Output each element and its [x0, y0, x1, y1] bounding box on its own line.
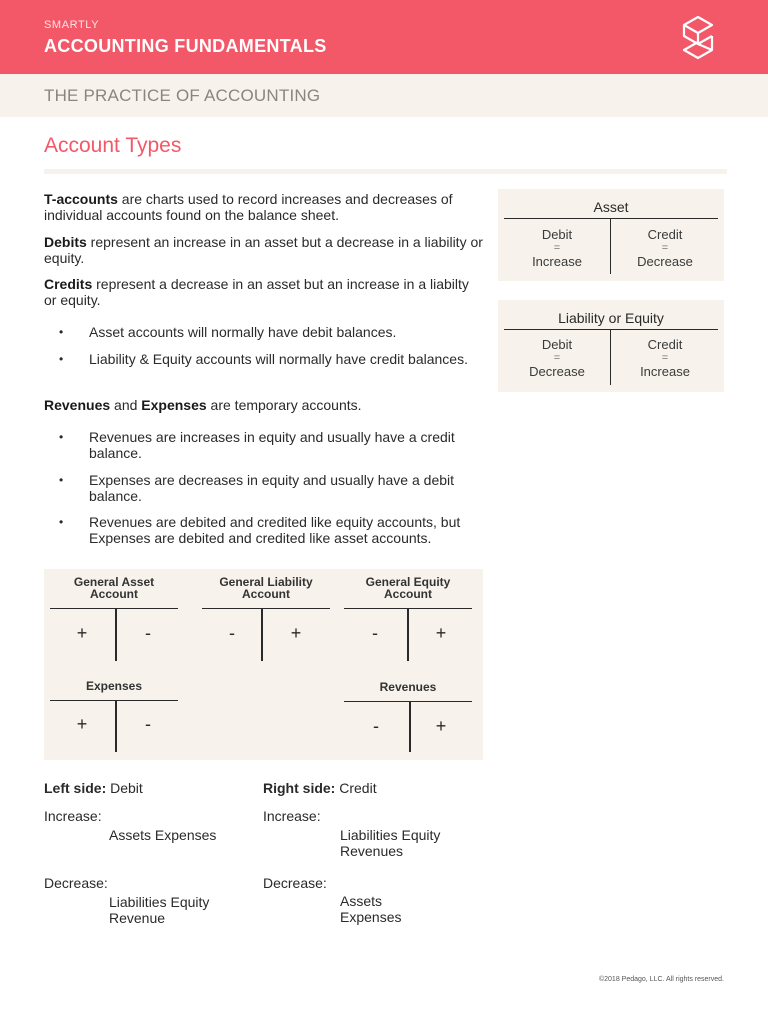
credit-label: Credit — [647, 337, 683, 352]
paragraph-debits — [44, 235, 484, 266]
debit-sign: - — [372, 623, 378, 643]
section-title: Account Types — [44, 134, 182, 157]
value-line: Revenue — [109, 909, 166, 926]
list-item-text: Liability & Equity accounts will normally have credit balances. — [89, 351, 468, 367]
value-line: Assets — [340, 893, 383, 909]
term-t-accounts: T-accounts — [44, 191, 118, 207]
title-line: Revenues — [379, 680, 437, 694]
chapter-bar — [0, 74, 768, 117]
credit-sign: - — [145, 714, 151, 734]
right-side-heading — [263, 781, 377, 797]
t-account-divider — [115, 608, 117, 661]
debit-sign: + — [76, 623, 88, 643]
expenses-title — [50, 680, 178, 692]
right-decrease-label: Decrease: — [263, 875, 327, 891]
general-asset-title — [50, 576, 178, 600]
credit-sign: + — [435, 716, 447, 736]
left-decrease-value — [109, 895, 209, 926]
paragraph-credits — [44, 277, 484, 308]
left-side-value: Debit — [106, 780, 143, 796]
right-side-value: Credit — [335, 780, 377, 796]
left-increase-value: Assets Expenses — [109, 827, 217, 843]
right-side-label: Right side: — [263, 780, 336, 796]
debit-value: Increase — [532, 254, 582, 269]
right-increase-label: Increase: — [263, 808, 321, 824]
t-account-divider — [610, 329, 611, 385]
asset-t-account — [498, 189, 724, 281]
smartly-logo-icon — [680, 14, 716, 62]
paragraph-text: are temporary accounts. — [206, 397, 362, 413]
bullet-icon: • — [59, 430, 64, 444]
credit-value: Decrease — [637, 254, 693, 269]
general-liability-title — [202, 576, 330, 600]
right-decrease-value — [340, 894, 401, 925]
t-account-divider — [610, 218, 611, 274]
left-increase-label: Increase: — [44, 808, 102, 824]
right-increase-value — [340, 828, 440, 859]
value-line: Revenues — [340, 842, 404, 859]
t-account-rule — [344, 701, 472, 702]
left-side-heading — [44, 781, 143, 797]
paragraph-text: are charts used to record increases and decreases of individual accounts found on the balance sheet. — [44, 191, 453, 223]
left-side-label: Left side: — [44, 780, 107, 796]
equals-sign: = — [661, 352, 669, 364]
credit-label: Credit — [647, 227, 683, 242]
page-header — [0, 0, 768, 74]
brand-name: SMARTLY — [44, 19, 100, 31]
equals-sign: = — [553, 352, 561, 364]
list-item-text: Revenues are increases in equity and usually have a credit balance. — [89, 429, 455, 461]
value-line: Liabilities Equity — [109, 894, 210, 910]
paragraph-temporary-accounts — [44, 398, 484, 414]
debit-cell — [507, 338, 607, 379]
debit-label: Debit — [541, 337, 573, 352]
general-equity-title — [344, 576, 472, 600]
credit-value: Increase — [640, 364, 690, 379]
general-accounts-panel — [44, 569, 483, 760]
paragraph-text: and — [110, 397, 142, 413]
debit-cell — [507, 228, 607, 269]
credit-sign: - — [145, 623, 151, 643]
title-divider — [44, 169, 727, 174]
list-item-text: Asset accounts will normally have debit balances. — [89, 324, 397, 340]
debit-value: Decrease — [529, 364, 585, 379]
list-item-text: Revenues are debited and credited like equity accounts, but Expenses are debited and credited like asset accounts. — [89, 514, 461, 546]
revenues-title — [344, 681, 472, 693]
t-account-title: Asset — [593, 199, 629, 215]
t-account-title: Liability or Equity — [558, 310, 664, 326]
term-debits: Debits — [44, 234, 87, 250]
liability-equity-t-account — [498, 300, 724, 392]
credit-cell — [615, 228, 715, 269]
bullet-icon: • — [59, 473, 64, 487]
debit-label: Debit — [541, 227, 573, 242]
title-line: Account — [90, 587, 138, 601]
t-account-rule — [50, 608, 178, 609]
title-line: Account — [242, 587, 290, 601]
debit-sign: + — [76, 714, 88, 734]
bullet-icon: • — [59, 352, 64, 366]
course-title: ACCOUNTING FUNDAMENTALS — [44, 36, 327, 56]
bullet-icon: • — [59, 325, 64, 339]
credit-sign: + — [435, 623, 447, 643]
title-line: General Liability — [219, 575, 313, 589]
debit-sign: - — [229, 623, 235, 643]
equals-sign: = — [553, 242, 561, 254]
list-item-text: Expenses are decreases in equity and usually have a debit balance. — [89, 472, 455, 504]
term-credits: Credits — [44, 276, 93, 292]
equals-sign: = — [661, 242, 669, 254]
t-account-divider — [261, 608, 263, 661]
chapter-title: THE PRACTICE OF ACCOUNTING — [44, 86, 321, 105]
value-line: Liabilities Equity — [340, 827, 441, 843]
bullet-icon: • — [59, 515, 64, 529]
t-account-rule — [504, 329, 718, 330]
t-account-divider — [115, 700, 117, 752]
title-line: General Asset — [73, 575, 155, 589]
t-account-divider — [407, 608, 409, 661]
title-line: General Equity — [365, 575, 451, 589]
t-account-rule — [202, 608, 330, 609]
term-revenues: Revenues — [44, 397, 111, 413]
paragraph-text: represent an increase in an asset but a decrease in a liability or equity. — [44, 234, 483, 266]
credit-sign: + — [290, 623, 302, 643]
value-line: Expenses — [340, 908, 402, 925]
paragraph-t-accounts — [44, 192, 484, 223]
t-account-rule — [504, 218, 718, 219]
term-expenses: Expenses — [141, 397, 207, 413]
copyright-notice: ©2018 Pedago, LLC. All rights reserved. — [598, 976, 724, 983]
title-line: Account — [384, 587, 432, 601]
t-account-rule — [50, 700, 178, 701]
debit-sign: - — [373, 716, 379, 736]
t-account-divider — [409, 701, 411, 752]
paragraph-text: represent a decrease in an asset but an increase in a liabilty or equity. — [44, 276, 469, 308]
title-line: Expenses — [85, 679, 143, 693]
left-decrease-label: Decrease: — [44, 875, 108, 891]
credit-cell — [615, 338, 715, 379]
